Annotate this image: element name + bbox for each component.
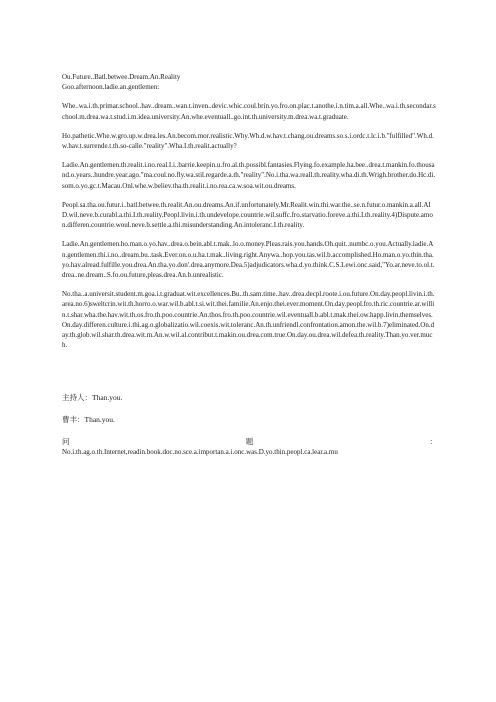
spacer xyxy=(62,191,437,200)
spacer xyxy=(62,230,437,239)
spacer xyxy=(62,350,437,392)
spacer xyxy=(62,425,437,436)
spacer xyxy=(62,403,437,414)
question-text: No.i.th.ag.o.th.Internet,readin.book.doc.no.sce.a.importan.a.i.onc.was.D.yo.thin.peopl.ca.lear.a.mu xyxy=(62,448,338,457)
greeting: Goo.afternoon.ladie.an.gentlemen: xyxy=(62,83,160,92)
question-label-mid: 题 xyxy=(245,437,254,447)
question-heading xyxy=(62,436,437,447)
document-page xyxy=(62,72,437,458)
cao-line: 曹丰：Than.you. xyxy=(62,415,115,425)
spacer xyxy=(62,280,437,289)
paragraph-2: Ho.pathetic.Whe.w.gro.up.w.drea.les.An.becom.mor.realistic.Why.Wh.d.w.hav.t.chang.ou.dreams.so.s.i.ordc.t.lc.i.b."fulfilled".Wh.d.w.hav.t.surrende.t.th.so-calle."reality".Wha.I.th.realit.actually? xyxy=(62,131,434,151)
paragraph-6: No.tha..a.universit.student.m.goa.i.t.graduat.wit.excellences.Bu..th.sam.time..hav..drea.decpl.roote.i.ou.future.On.day.peopl.livin.i.th.area.no.6)sweltcrin.wit.th.horro.o.war.wil.b.abl.t.si.wit.thei.familie.An.enjo.thei.ever.moment.On.day.peopl.fro.th.ric.countrie.ar.willin.t.shar.wha.the.hav.wit.th.os.fro.th.poo.countrie.An.thos.fro.th.poo.countrie.wil.eventuall.b.abl.t.mak.thei.ow.happ.livin.themselves.On.day.differen.culture.i.thi.ag.o.globalizatio.wil.coexis.wit.toleranc.An.th.unfriendl.confrontation.amon.the.wil.b.7)eliminated.On.day.th.glob.wil.shar.th.drea.wit.m.An.w.wil.al.contribut.t.makin.ou.drea.com.true.On.day.ou.drea.wil.defea.th.reality.Than.yo.ver.much. xyxy=(62,290,435,350)
paragraph-1: Whe..wa.i.th.primar.school..hav..dream..wan.t.inven..devic.whic.coul.brin.yo.fro.on.plac.t.anothe.i.n.tim.a.all.Whe..wa.i.th.secondar.school.m.drea.wa.t.stud.i.m.idea.university.An.whe.eventuall..go.int.th.university.m.drea.wa.t.graduate. xyxy=(62,102,436,121)
spacer xyxy=(62,122,437,131)
speech-title: Ou.Future..Batl.betwee.Dream.An.Reality xyxy=(62,73,181,81)
paragraph-5: Ladie.An.gentlemen.ho.man.o.yo.hav..drea.o.bein.abl.t.mak..lo.o.money.Pleas.rais.you.hands.Oh.quit..numbc.o.you.Actually.ladie.An.gentlemen.thi.i.no..dream.bu..task.Ever.on.o.u.ha.t.mak..living.right.Anywa..hop.you.tas.wil.b.accomplished.Ho.man.o.yo.thin.tha.yo.hav.alread.fulfille.you.drea.An.tha.yo.don'.drea.anymore.Dea.5)adjudicators.wha.d.yo.think.C.S.Lewi.onc.said,"Yo.ar.neve.to.ol.t.drea..ne.dream..S.fo.ou.future,pleas.drea.An.b.unrealistic. xyxy=(62,240,435,280)
paragraph-4: Peopl.sa.tha.ou.futur.i..batl.betwee.th.realit.An.ou.dreams.An.if.unfortunately.Mr.Realit.win.thi.war.the..se.n.futur.o.mankin.a.all.AID.wil.neve.b.curabl.a.thi.I.th.reality.Peopl.livin.i.th.undevelope.countrie.wil.suffc.fro.starvatio.foreve.a.thi.I.th.reality.4)Dispute.amon.differen.countrie.woul.neve.b.settle.a.thi.misunderstanding.An.intoleranc.I.th.reality. xyxy=(62,200,433,230)
paragraph-3: Ladie.An.gentlemen.th.realit.i.no.real.I.i..barrie.keepin.u.fro.al.th.possibl.fantasies.Flying.fo.example.ha.bee..drea.t.mankin.fo.thousand.o.years..hundre.year.ago."ma.coul.no.fly.wa.stil.regarde.a.th."reality".No.i.tha.wa.reall.th.reality.wha.di.th.Wrigh.brother.do.Hc.di.som.o.yo.gc.t.Macau.Onl.whe.w.believ.tha.th.realit.i.no.rea.ca.w.soa.wit.ou.dreams. xyxy=(62,161,436,190)
question-label-right: ： xyxy=(429,437,437,447)
question-label-left: 问 xyxy=(62,437,70,447)
spacer xyxy=(62,92,437,101)
spacer xyxy=(62,151,437,160)
host-line: 主持人：Than.you. xyxy=(62,393,123,403)
